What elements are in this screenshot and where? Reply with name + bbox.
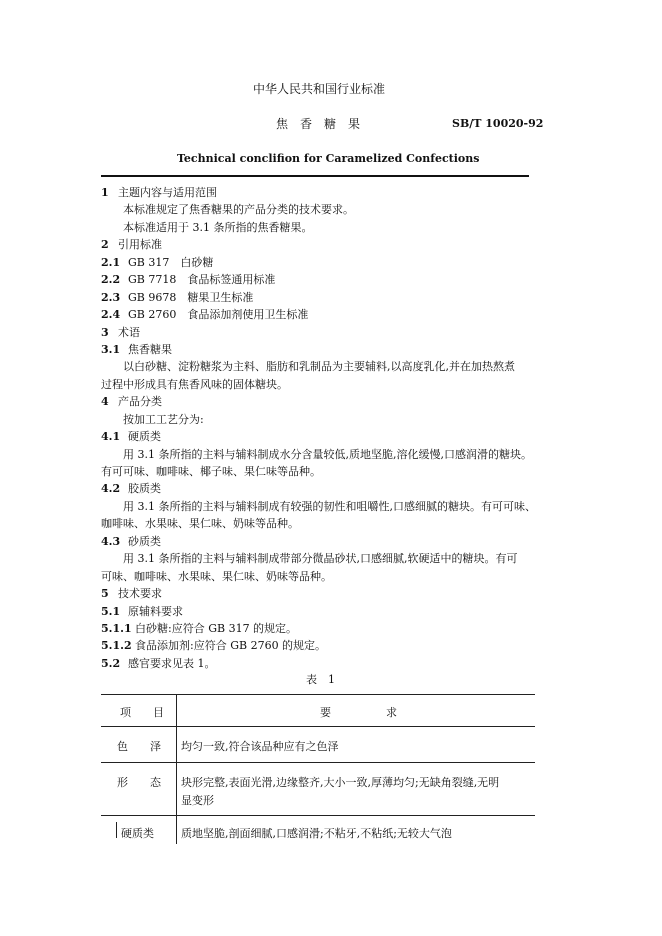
table-top-rule (101, 694, 535, 695)
section-heading: 引用标准 (118, 238, 162, 252)
paragraph-line: 本标准规定了焦香糖果的产品分类的技术要求。 (123, 203, 354, 217)
paragraph-line: 咖啡味、水果味、果仁味、奶味等品种。 (101, 517, 299, 531)
section-heading: 产品分类 (118, 395, 162, 409)
standard-code: SB/T 10020-92 (452, 117, 544, 130)
table-header-item: 项 目 (120, 706, 164, 719)
section-heading: 胶质类 (128, 482, 161, 496)
section-heading: GB 7718 食品标签通用标准 (128, 273, 276, 287)
section-number: 5.2 (101, 656, 121, 670)
table-row-item: 形 态 (117, 776, 161, 789)
paragraph-line: 以白砂糖、淀粉糖浆为主料、脂肪和乳制品为主要辅料,以高度乳化,并在加热熬煮 (123, 360, 515, 374)
doc-title: 焦 香 糖 果 (276, 117, 361, 131)
section-heading: 术语 (118, 325, 140, 339)
table-caption: 表 1 (306, 673, 335, 686)
section-number: 4 (101, 395, 109, 409)
section-heading: 砂质类 (128, 534, 161, 548)
paragraph-line: 用 3.1 条所指的主料与辅料制成水分含量较低,质地坚脆,溶化缓慢,口感润滑的糖块。 (123, 447, 532, 461)
table-row-requirement: 质地坚脆,剖面细腻,口感润滑;不粘牙,不粘纸;无较大气泡 (181, 827, 452, 840)
section-number: 2.3 (101, 290, 121, 304)
table-column-divider (176, 694, 177, 844)
section-number: 3.1 (101, 342, 121, 356)
table-row-requirement: 显变形 (181, 794, 214, 807)
paragraph-line: 可味、咖啡味、水果味、果仁味、奶味等品种。 (101, 569, 332, 583)
section-heading: 焦香糖果 (128, 342, 172, 356)
english-title: Technical concliﬁon for Caramelized Confections (177, 152, 480, 165)
section-heading: 食品添加剂:应符合 GB 2760 的规定。 (135, 639, 327, 653)
header-rule (101, 175, 529, 177)
table-left-border (116, 822, 117, 838)
section-number: 4.2 (101, 482, 121, 496)
section-number: 1 (101, 186, 109, 199)
section-number: 2.4 (101, 308, 121, 322)
paragraph-line: 按加工工艺分为: (123, 412, 204, 426)
table-header-requirement: 要 求 (320, 706, 397, 719)
section-number: 5 (101, 587, 109, 601)
section-heading: GB 9678 糖果卫生标准 (128, 290, 254, 304)
table-row-item: 硬质类 (121, 827, 154, 840)
section-number: 2.1 (101, 255, 121, 269)
section-heading: 主题内容与适用范围 (118, 186, 217, 199)
section-number: 5.1.2 (101, 639, 132, 653)
section-heading: GB 2760 食品添加剂使用卫生标准 (128, 308, 309, 322)
table-row-item: 色 泽 (117, 740, 161, 753)
section-heading: 技术要求 (118, 587, 162, 601)
table-row-requirement: 块形完整,表面光滑,边缘整齐,大小一致,厚薄均匀;无缺角裂缝,无明 (181, 776, 500, 789)
paragraph-line: 用 3.1 条所指的主料与辅料制成有较强的韧性和咀嚼性,口感细腻的糖块。有可可味、 (123, 499, 536, 513)
section-heading: 硬质类 (128, 430, 161, 444)
paragraph-line: 过程中形成具有焦香风味的固体糖块。 (101, 377, 288, 391)
section-number: 4.1 (101, 430, 121, 444)
section-number: 2 (101, 238, 109, 252)
table-row-requirement: 均匀一致,符合该品种应有之色泽 (181, 740, 339, 753)
paragraph-line: 用 3.1 条所指的主料与辅料制成带部分微晶砂状,口感细腻,软硬适中的糖块。有可 (123, 552, 518, 566)
section-heading: GB 317 白砂糖 (128, 255, 214, 269)
section-heading: 感官要求见表 1。 (128, 656, 216, 670)
table-row-rule (101, 815, 535, 816)
section-number: 5.1 (101, 604, 121, 618)
section-number: 5.1.1 (101, 622, 132, 635)
paragraph-line: 有可可味、咖啡味、椰子味、果仁味等品种。 (101, 465, 321, 479)
org-title: 中华人民共和国行业标准 (253, 82, 386, 96)
section-number: 4.3 (101, 534, 121, 548)
table-row-rule (101, 762, 535, 763)
section-heading: 原辅料要求 (128, 604, 183, 618)
section-number: 2.2 (101, 273, 121, 287)
table-header-rule (101, 726, 535, 727)
section-heading: 白砂糖:应符合 GB 317 的规定。 (135, 622, 298, 635)
paragraph-line: 本标准适用于 3.1 条所指的焦香糖果。 (123, 220, 313, 234)
section-number: 3 (101, 325, 109, 339)
